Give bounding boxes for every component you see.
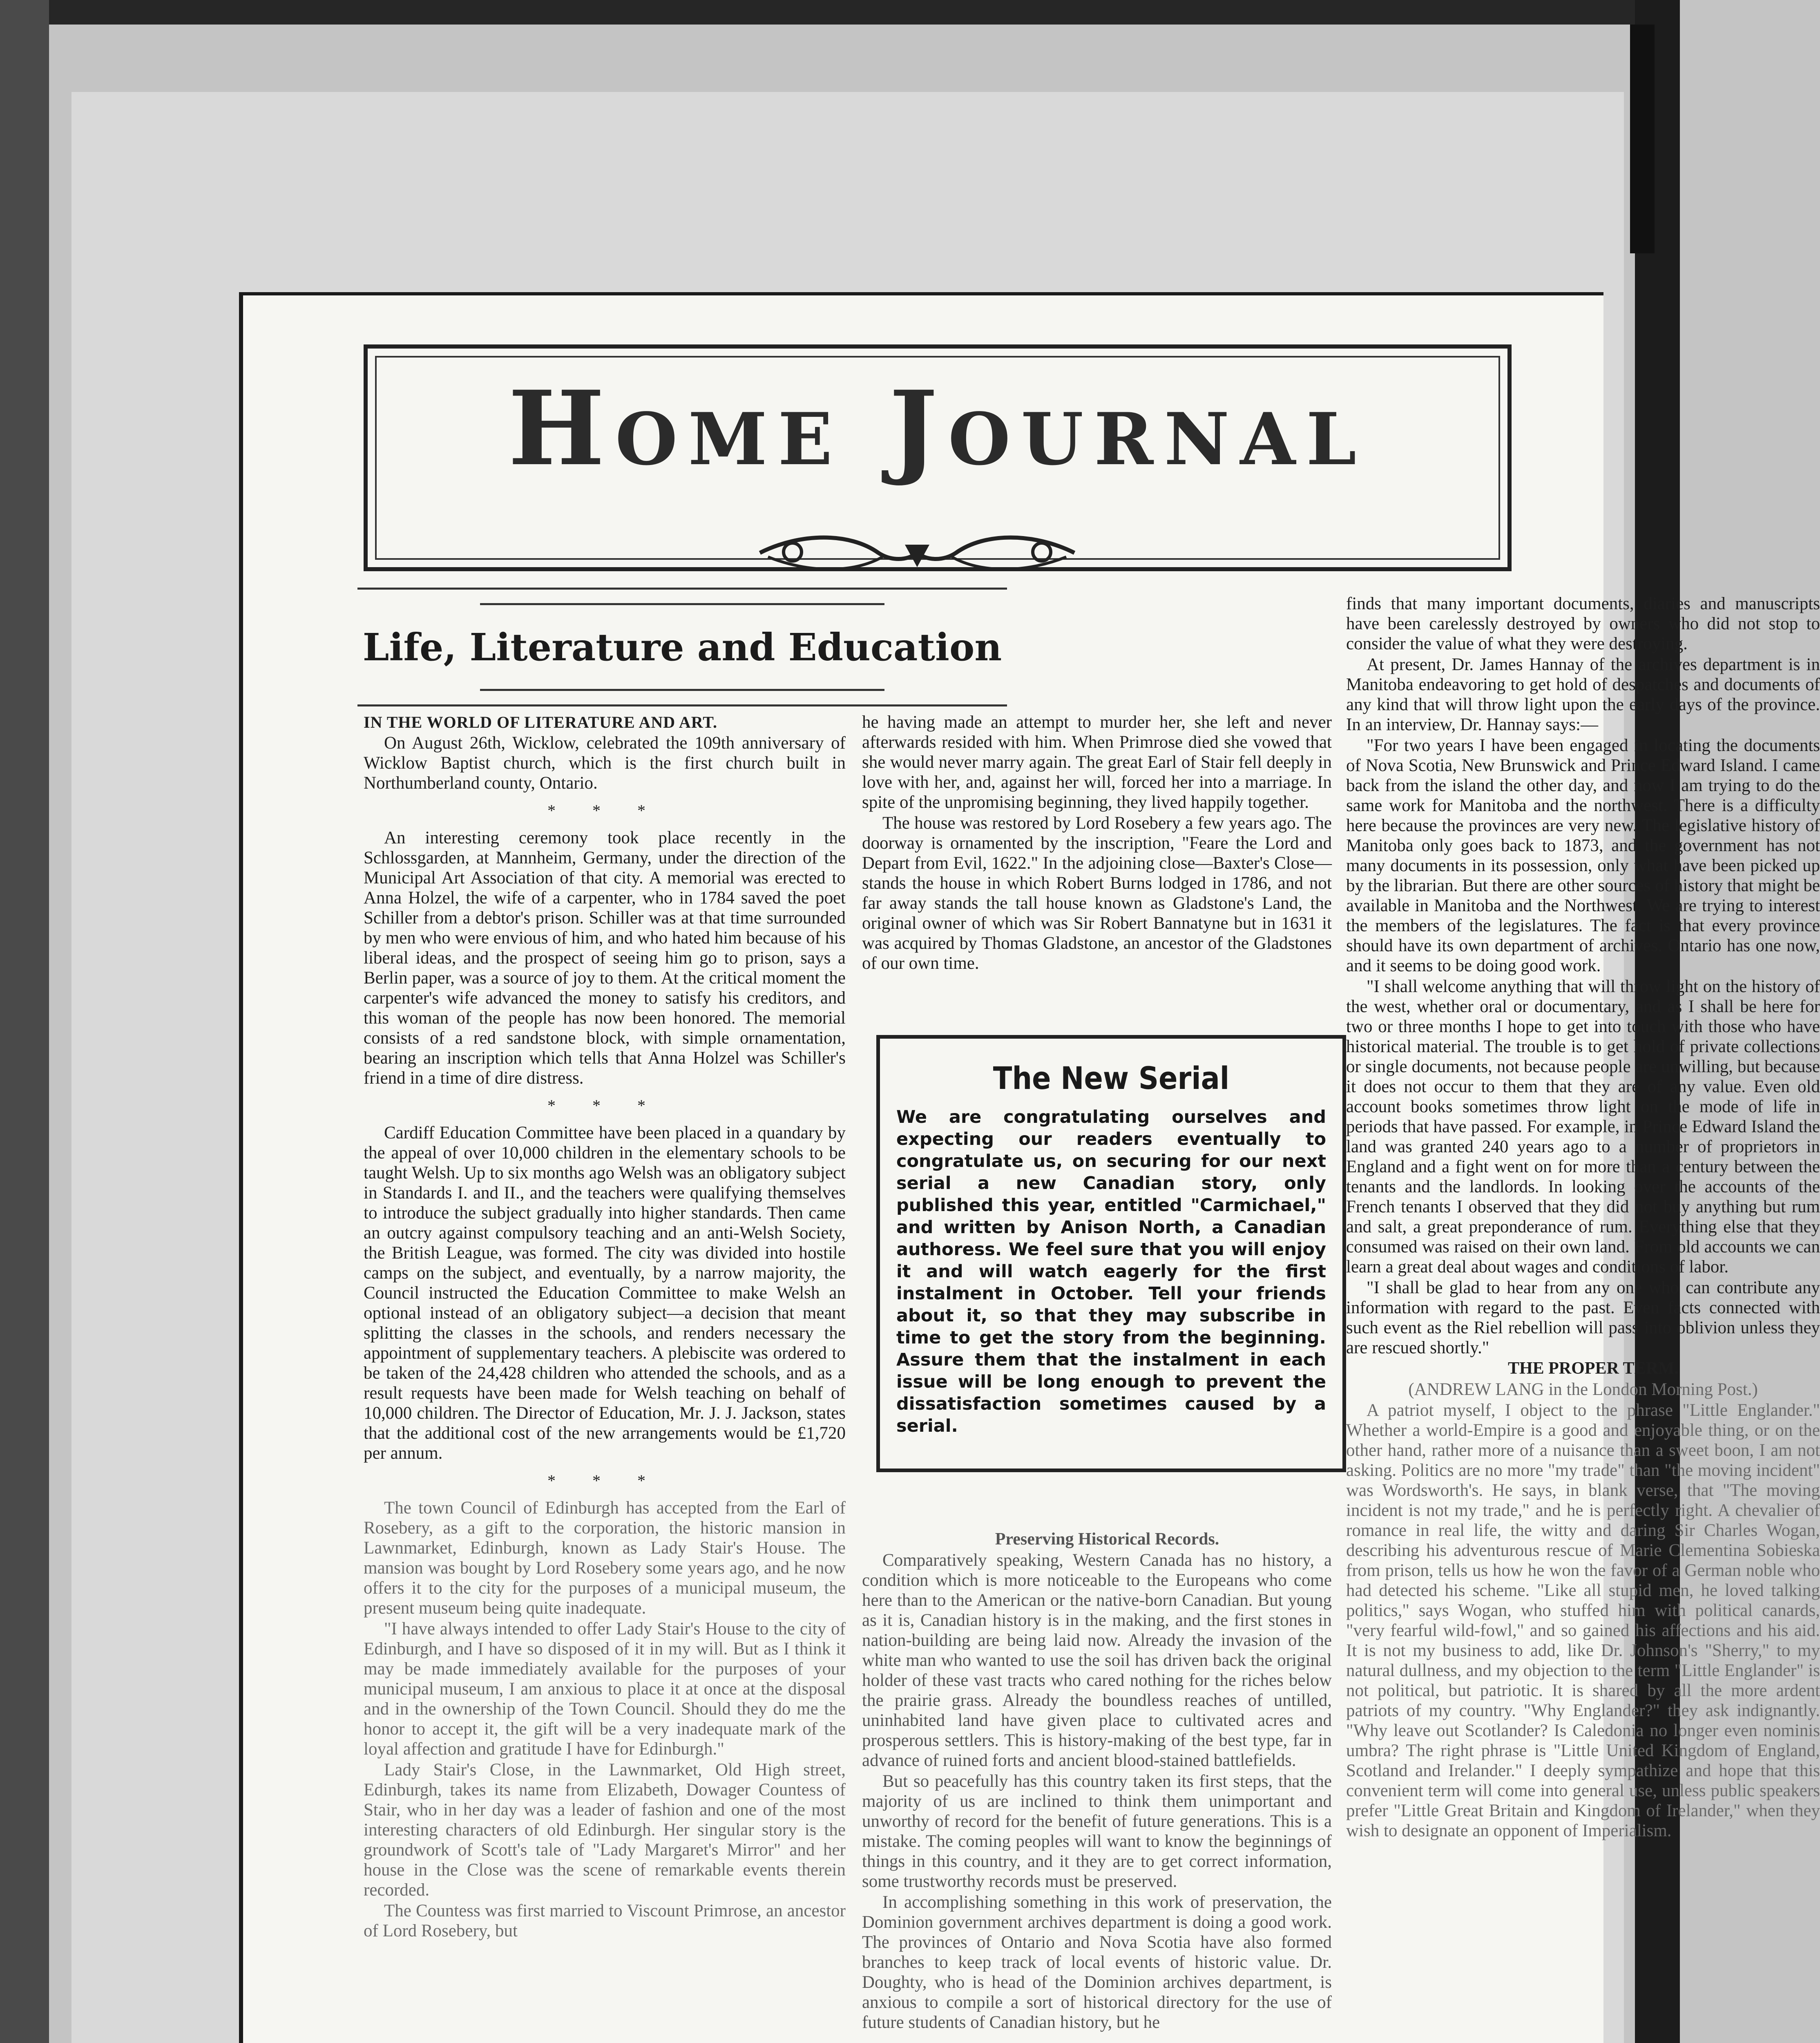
paragraph: "I shall be glad to hear from any one who can contribute any information with regard to the past. Even facts connected with such event as the Riel rebellion will pass into oblivion unless they are rescued shortly." <box>1346 1278 1820 1357</box>
article-title: Preserving Historical Records. <box>995 1530 1219 1549</box>
paragraph: Comparatively speaking, Western Canada has no history, a condition which is more noticeable to the Europeans who come here than to the American or the native-born Canadian. But young as it is, Canadian history is in the making, and the first stones in nation-building are being laid now. Already the invasion of the white man who wanted to use the soil has driven back the original holder of these vast tracts who cared nothing for the riches below the prairie grass. Already the boundless reaches of untilled, uninhabited land have given place to cultivated acres and prosperous settlers. This is history-making of the best type, far in advance of ruined forts and ancient blood-stained battlefields. <box>862 1551 1332 1770</box>
section-heading-box <box>357 588 1007 722</box>
separator: * * * <box>547 1096 662 1115</box>
paragraph: An interesting ceremony took place recently in the Schlossgarden, at Mannheim, Germany, under the direction of the Municipal Art Association of that city. A memorial was erected to Anna Holzel, the wife of a carpenter, who in 1784 saved the poet Schiller from a debtor's prison. Schiller was at that time surrounded by men who were envious of him, and who hated him because of his liberal ideas, and the prospect of seeing him go to prison, says a Berlin paper, was a source of joy to them. At the critical moment the carpenter's wife advanced the money to satisfy his creditors, and this woman of the people has now been honored. The memorial consists of a red sandstone block, with simple ornamentation, bearing an inscription which tells that Anna Holzel was Schiller's friend in a time of dire distress. <box>364 828 846 1088</box>
scan-frame-top <box>0 0 1680 25</box>
scan-frame-left <box>0 0 49 2043</box>
paragraph: A patriot myself, I object to the phrase "Little Englander." Whether a world-Empire is a good and enjoyable thing, or on the other hand, rather more of a nuisance than a sweet boon, I am not asking. Politics are no more "my trade" than "the moving incident" was Wordsworth's. He says, in blank verse, that "The moving incident is not my trade," and he is perfectly right. A chevalier of romance in real life, the witty and daring Sir Charles Wogan, describing his adventurous rescue of Marie Clementina Sobieska from prison, tells us how he won the favor of a German noble who had detected his scheme. "Like all stupid men, he loved talking politics," says Wogan, who stuffed him with political canards, "very fearful wild-fowl," and so gained his affections and his aid. It is not my business to add, like Dr. Johnson's "Sherry," to my natural dullness, and my objection to the term "Little Englander" is not political, but patriotic. It is shared by all the more ardent patriots of my country. "Why Englander?" they ask indignantly. "Why leave out Scotlander? Is Caledonia no longer even nominis umbra? The right phrase is "Little United Kingdom of England, Scotland and Irelander." I deeply sympathize and hope that this convenient term will come into general use, unless public speakers prefer "Little Great Britain and Kingdom of Irelander," when they wish to designate an opponent of Imperialism. <box>1346 1401 1820 1840</box>
column-3 <box>1346 594 1820 1842</box>
column-2 <box>862 712 1332 974</box>
section-title: Life, Literature and Education <box>362 625 1002 669</box>
article-title: THE PROPER TERM. <box>1507 1359 1679 1378</box>
newspaper-page <box>239 292 1820 2043</box>
paragraph: "I have always intended to offer Lady Stair's House to the city of Edinburgh, and I have so disposed of it in my will. But as I think it may be made immediately available for the purposes of your municipal museum, I am anxious to place it at once at the disposal and in the ownership of the Town Council. Should they do me the honor to accept it, the gift will be a very inadequate mark of the loyal affection and gratitude I have for Edinburgh." <box>364 1619 846 1759</box>
paragraph: finds that many important documents, diaries and manuscripts have been carelessly destroyed by owners who did not stop to consider the value of what they were destroying. <box>1346 594 1820 653</box>
paragraph: he having made an attempt to murder her, she left and never afterwards resided with him. When Primrose died she vowed that she would never marry again. The great Earl of Stair fell deeply in love with her, and, against her will, forced her into a marriage. In spite of the unpromising beginning, they lived happily together. <box>862 713 1332 812</box>
paragraph: The town Council of Edinburgh has accepted from the Earl of Rosebery, as a gift to the corporation, the historic mansion in Lawnmarket, Edinburgh, known as Lady Stair's House. The mansion was bought by Lord Rosebery some years ago, and he now offers it to the city for the purposes of a municipal museum, the present museum being quite inadequate. <box>364 1498 846 1618</box>
scroll-ornament-icon <box>744 528 1091 577</box>
masthead-title: Home Journal <box>508 368 1367 488</box>
section-rule-top <box>357 588 1007 590</box>
paragraph: The Countess was first married to Viscount Primrose, an ancestor of Lord Rosebery, but <box>364 1901 846 1940</box>
serial-notice-box <box>876 1035 1346 1472</box>
byline: (ANDREW LANG in the London Morning Post.) <box>1408 1380 1758 1399</box>
paragraph: Cardiff Education Committee have been placed in a quandary by the appeal of over 10,000 children in the elementary schools to be taught Welsh. Up to six months ago Welsh was an obligatory subject in Standards I. and II., and the teachers were qualifying themselves to introduce the subject gradually into higher standards. Then came an outcry against compulsory teaching and an anti-Welsh Society, the British League, was formed. The city was divided into hostile camps on the subject, and eventually, by a narrow majority, the Council instructed the Education Committee to make Welsh an optional instead of an obligatory subject—a decision that meant splitting the classes in the schools, and renders necessary the appointment of supplementary teachers. A plebiscite was ordered to be taken of the 24,428 children who attended the schools, and as a result requests have been made for Welsh teaching on behalf of 10,000 children. The Director of Education, Mr. J. J. Jackson, states that the additional cost of the new arrangements would be £1,720 per annum. <box>364 1123 846 1463</box>
paragraph: But so peacefully has this country taken its first steps, that the majority of us are inclined to think them unimportant and unworthy of record for the benefit of future generations. This is a mistake. The coming peoples will want to know the beginnings of things in this country, and it they are to get correct information, some trustworthy records must be preserved. <box>862 1772 1332 1891</box>
section-rule-top-inner <box>480 603 884 605</box>
serial-title: The New Serial <box>993 1060 1230 1096</box>
paragraph: At present, Dr. James Hannay of the archives department is in Manitoba endeavoring to get hold of despatches and documents of any kind that will throw light upon the early days of the province. In an interview, Dr. Hannay says:— <box>1346 655 1820 734</box>
paragraph: "I shall welcome anything that will throw light on the history of the west, whether oral or documentary, and as I shall be here for two or three months I hope to get into touch with those who have historical material. The trouble is to get hold of private collections or single documents, not because people are unwilling, but because it does not occur to them that they are of any value. Even old account books sometimes throw light on the mode of life in periods that have passed. For example, in Prince Edward Island the land was granted 240 years ago to a number of proprietors in England and a fight went on for more than a century between the tenants and the landlords. In looking over the accounts of the French tenants I observed that they did not buy anything but rum and salt, a great preponderance of rum. Everything else that they consumed was raised on their own land. From old accounts we can learn a great deal about wages and conditions of labor. <box>1346 977 1820 1276</box>
paragraph: "For two years I have been engaged in locating the documents of Nova Scotia, New Brunswick and Prince Edward Island. I came back from the island the other day, and now I am trying to do the same work for Manitoba and the northwest. There is a difficulty here because the provinces are very new. The legislative history of Manitoba only goes back to 1873, and the government has not many documents in its possession, only what have been picked up by the librarian. But there are other sources of history that might be available in Manitoba and the Northwest. We are trying to interest the members of the legislatures. The fact is that every province should have its own department of archives. Ontario has one now, and it seems to be doing good work. <box>1346 736 1820 975</box>
neighbor-page-edge <box>1630 25 1655 253</box>
paragraph: Lady Stair's Close, in the Lawnmarket, Old High street, Edinburgh, takes its name from Elizabeth, Dowager Countess of Stair, who in her day was a leader of fashion and one of the most interesting characters of old Edinburgh. Her singular story is the groundwork of Scott's tale of "Lady Margaret's Mirror" and her house in the Close was the scene of remarkable events therein recorded. <box>364 1760 846 1900</box>
paragraph: The house was restored by Lord Rosebery a few years ago. The doorway is ornamented by the inscription, "Feare the Lord and Depart from Evil, 1622." In the adjoining close—Baxter's Close—stands the house in which Robert Burns lodged in 1786, and not far away stands the tall house known as Gladstone's Land, the original owner of which was Sir Robert Bannatyne but in 1631 it was acquired by Thomas Gladstone, an ancestor of the Gladstones of our own time. <box>862 814 1332 973</box>
separator: * * * <box>547 801 662 820</box>
section-rule-bottom-inner <box>480 689 884 691</box>
paragraph: On August 26th, Wicklow, celebrated the 109th anniversary of Wicklow Baptist church, which is the first church built in Northumberland county, Ontario. <box>364 733 846 793</box>
paragraph: In accomplishing something in this work of preservation, the Dominion government archives department is doing a good work. The provinces of Ontario and Nova Scotia have also formed branches to keep track of local events of historic value. Dr. Doughty, who is head of the Dominion archives department, is anxious to compile a sort of historical directory for the use of future students of Canadian history, but he <box>862 1893 1332 2032</box>
section-rule-bottom <box>357 704 1007 706</box>
column-1 <box>364 712 846 1942</box>
column-2-lower <box>862 1529 1332 2033</box>
column-heading: IN THE WORLD OF LITERATURE AND ART. <box>364 713 717 731</box>
separator: * * * <box>547 1471 662 1490</box>
serial-text: We are congratulating ourselves and expecting our readers eventually to congratulate us, on securing for our next serial a new Canadian story, only published this year, entitled "Carmichael," and written by Anison North, a Canadian authoress. We feel sure that you will enjoy it and will watch eagerly for the first instalment in October. Tell your friends about it, so that they may subscribe in time to get the story from the beginning. Assure them that the instalment in each issue will be long enough to prevent the dissatisfaction sometimes caused by a serial. <box>896 1107 1326 1436</box>
